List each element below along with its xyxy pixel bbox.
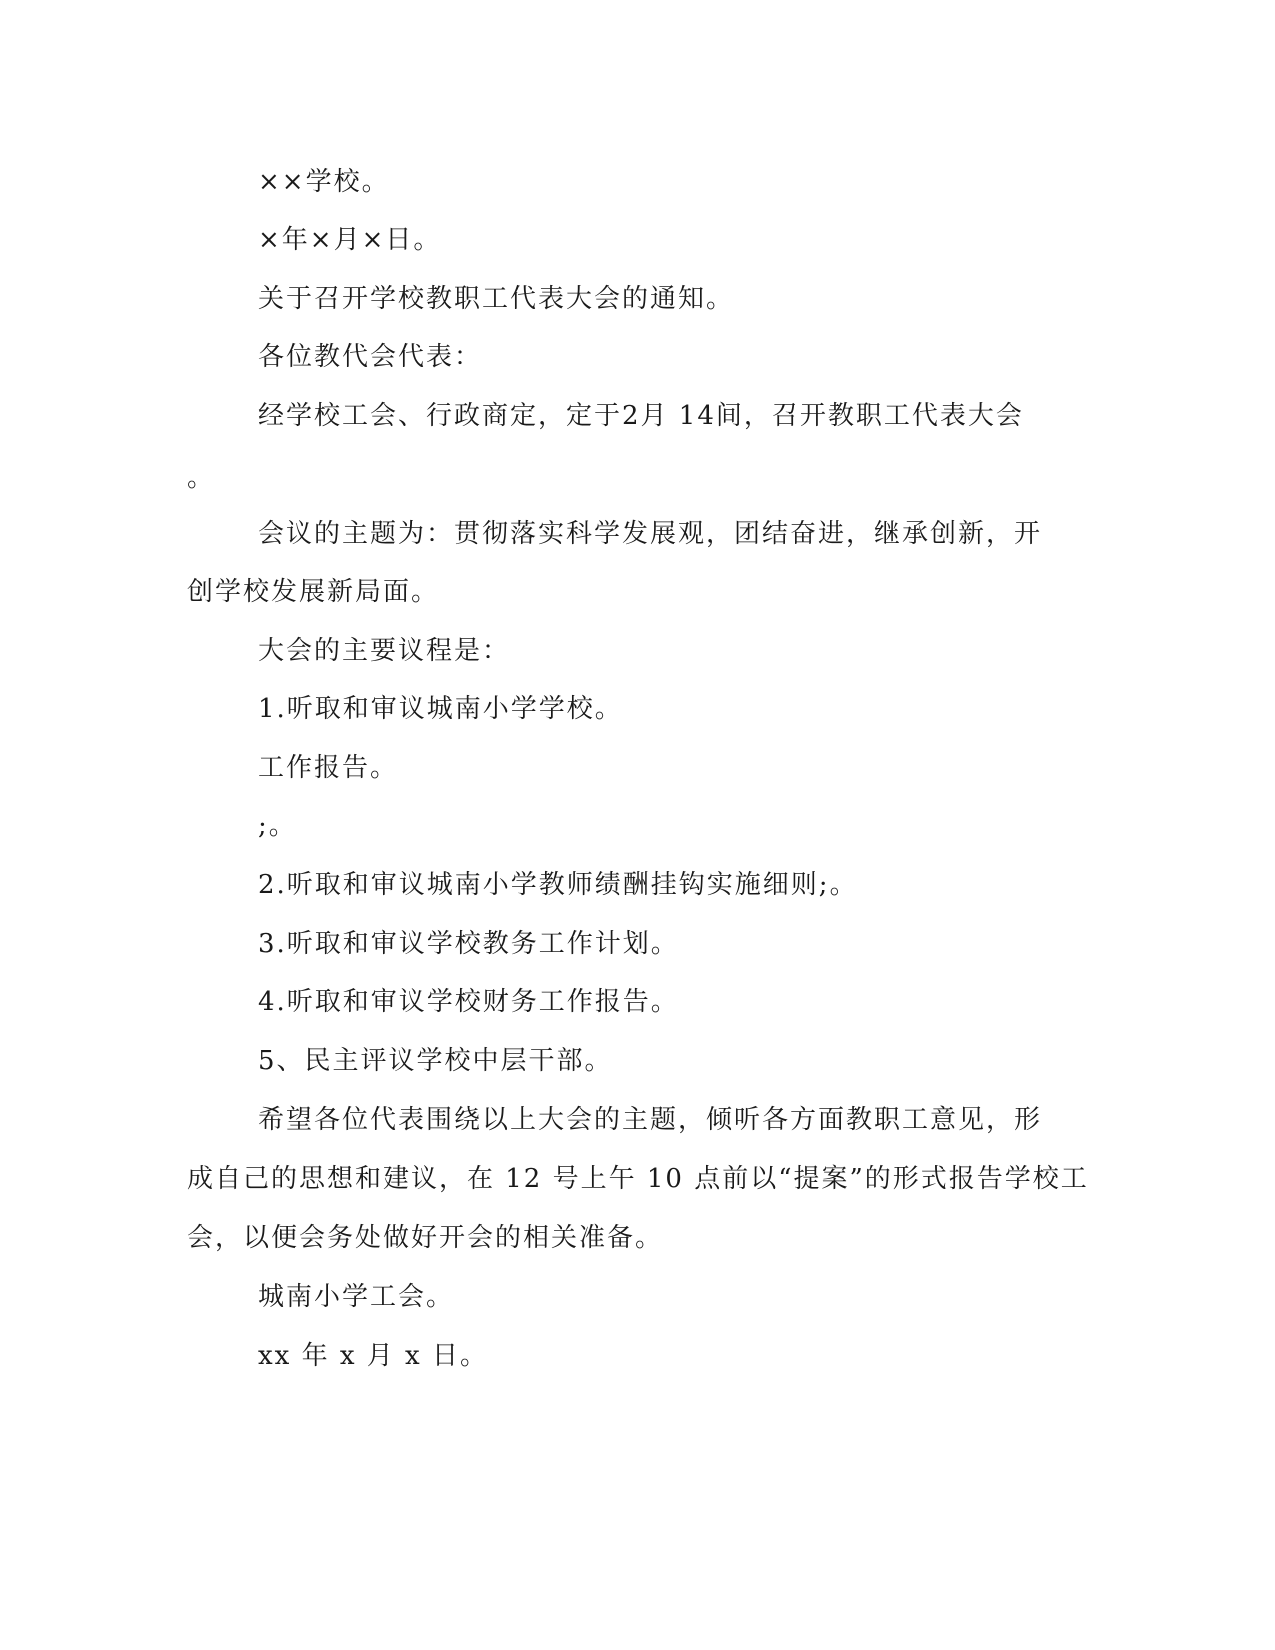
school-name-line: ××学校。 [258,167,390,197]
agenda-item-1: 1.听取和审议城南小学学校。 [258,694,623,724]
agenda-item-3: 3.听取和审议学校教务工作计划。 [258,929,679,959]
agenda-item-5: 5、民主评议学校中层干部。 [258,1046,613,1076]
closing-paragraph-cont-2: 会，以便会务处做好开会的相关准备。 [187,1223,664,1253]
salutation: 各位教代会代表： [258,342,483,372]
signature-date: xx 年 x 月 x 日。 [258,1341,488,1371]
theme-paragraph: 会议的主题为：贯彻落实科学发展观，团结奋进，继承创新，开 [258,519,1043,549]
signature-org: 城南小学工会。 [258,1282,455,1312]
body-paragraph-1: 经学校工会、行政商定，定于2月 14间，召开教职工代表大会 [258,401,1024,431]
agenda-heading: 大会的主要议程是： [258,636,511,666]
date-line: ×年×月×日。 [258,225,442,255]
notice-title: 关于召开学校教职工代表大会的通知。 [258,284,735,314]
theme-paragraph-cont: 创学校发展新局面。 [187,577,440,607]
agenda-item-4: 4.听取和审议学校财务工作报告。 [258,987,679,1017]
agenda-item-2: 2.听取和审议城南小学教师绩酬挂钩实施细则;。 [258,870,858,900]
closing-paragraph: 希望各位代表围绕以上大会的主题，倾听各方面教职工意见，形 [258,1105,1043,1135]
agenda-item-1-cont: 工作报告。 [258,753,399,783]
closing-paragraph-cont-1: 成自己的思想和建议，在 12 号上午 10 点前以“提案”的形式报告学校工 [187,1164,1089,1194]
agenda-item-1-end: ;。 [258,811,297,841]
body-paragraph-1-cont: 。 [187,463,216,493]
